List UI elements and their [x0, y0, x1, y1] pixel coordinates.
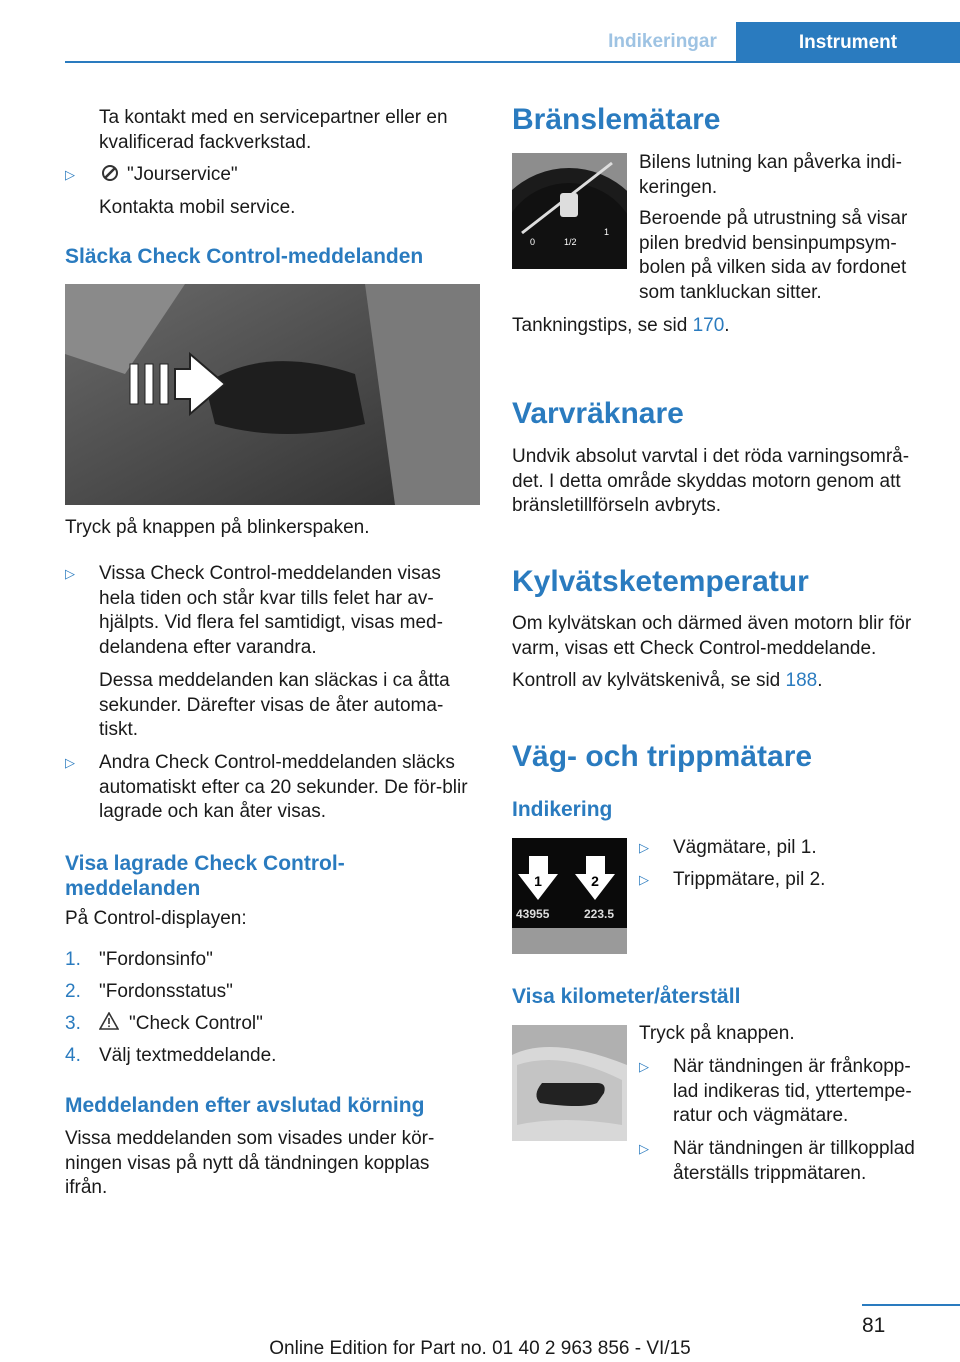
heading-odometer: Väg- och trippmätare	[512, 740, 813, 773]
jourservice-item	[65, 163, 480, 191]
bullet-triangle-icon: ▷	[65, 566, 75, 581]
odo-bullet-1-text: Vägmätare, pil 1.	[673, 837, 817, 858]
footer-rule	[862, 1304, 960, 1306]
step-text: "Fordonsstatus"	[99, 981, 233, 1002]
warning-triangle-icon	[99, 1012, 129, 1038]
reset-button-photo	[512, 1025, 627, 1141]
bullet-2	[65, 751, 480, 825]
press-caption: Tryck på knappen på blinkerspaken.	[65, 517, 370, 538]
bullet-triangle-icon: ▷	[639, 872, 649, 887]
heading-fuel-gauge: Bränslemätare	[512, 103, 721, 136]
fuel-paragraph-2	[512, 207, 927, 305]
on-display-text: På Control-displayen:	[65, 908, 247, 929]
tank-tips: Tankningstips, se sid 170.	[512, 315, 730, 336]
gauge-label-half: 1/2	[564, 237, 577, 247]
reset-text: Tryck på knappen.	[639, 1023, 795, 1044]
header-rule	[65, 61, 960, 63]
reset-bullet-2-text: När tändningen är tillkopplad återställs trippmätaren.	[673, 1138, 915, 1184]
coolant-text: Om kylvätskan och därmed även motorn blir för varm, visas ett Check Control-meddelande.	[512, 613, 912, 659]
step-number: 3.	[65, 1013, 81, 1034]
heading-clear-messages: Släcka Check Control-meddelanden	[65, 245, 424, 268]
header-tab-indikeringar: Indikeringar	[608, 31, 717, 52]
step-text: "Check Control"	[129, 1013, 263, 1034]
footer-edition: Online Edition for Part no. 01 40 2 963 856 - VI/15	[269, 1338, 691, 1359]
header-tab-instrument: Instrument	[736, 22, 960, 63]
step-number: 1.	[65, 949, 81, 970]
bullet-triangle-icon: ▷	[65, 755, 75, 770]
tripmeter-value: 223.5	[584, 907, 615, 921]
reset-bullet-1	[639, 1055, 939, 1129]
heading-coolant: Kylvätsketemperatur	[512, 565, 809, 598]
jourservice-text: Kontakta mobil service.	[99, 197, 296, 218]
odo-bullet-1	[639, 836, 939, 861]
turn-signal-lever-photo	[65, 284, 480, 505]
odometer-photo	[512, 838, 627, 954]
bullet-1-subtext: Dessa meddelanden kan släckas i ca åtta sekunder. Därefter visas de åter automa-tiskt.	[99, 670, 450, 740]
gauge-label-one: 1	[604, 227, 610, 237]
coolant-page-link[interactable]: 188	[785, 670, 818, 691]
heading-tachometer: Varvräknare	[512, 397, 684, 430]
heading-show-reset: Visa kilometer/återställ	[512, 985, 741, 1008]
step-1	[65, 948, 213, 973]
float-spacer	[512, 207, 639, 281]
heading-after-driving: Meddelanden efter avslutad körning	[65, 1094, 425, 1117]
step-3	[65, 1012, 263, 1038]
coolant-check: Kontroll av kylvätskenivå, se sid 188.	[512, 670, 823, 691]
step-text: Välj textmeddelande.	[99, 1045, 277, 1066]
odo-bullet-2-text: Trippmätare, pil 2.	[673, 869, 826, 890]
reset-bullet-1-text: När tändningen är frånkopp-lad indikeras tid, yttertempe-ratur och vägmätare.	[673, 1056, 912, 1126]
page-number: 81	[862, 1314, 886, 1337]
odo-bullet-2	[639, 868, 939, 893]
arrow-2-label: 2	[591, 873, 599, 889]
fuel-paragraph-2-text: Beroende på utrustning så visar pilen bredvid bensinpumpsym-bolen på vilken sida av fordonet som tankluckan sitter.	[639, 208, 908, 303]
bullet-1	[65, 562, 480, 660]
bullet-1-text: Vissa Check Control-meddelanden visas hela tiden och står kvar tills felet har av-hjälpts. Vid flera fel samtidigt, visas med-delandena efter varandra.	[99, 563, 443, 658]
fuel-paragraph-1: Bilens lutning kan påverka indi-keringen.	[639, 152, 902, 198]
bullet-triangle-icon: ▷	[639, 1141, 649, 1156]
odometer-value: 43955	[516, 907, 550, 921]
contact-paragraph: Ta kontakt med en servicepartner eller en kvalificerad fackverkstad.	[99, 107, 448, 153]
step-number: 2.	[65, 981, 81, 1002]
step-2	[65, 980, 233, 1005]
wrench-phone-icon	[99, 163, 127, 191]
heading-indication: Indikering	[512, 798, 613, 821]
after-driving-text: Vissa meddelanden som visades under kör-ningen visas på nytt då tändningen kopplas ifrån.	[65, 1128, 435, 1198]
step-text: "Fordonsinfo"	[99, 949, 213, 970]
bullet-triangle-icon: ▷	[639, 840, 649, 855]
arrow-1-label: 1	[534, 873, 542, 889]
tank-tips-text: Tankningstips, se sid	[512, 315, 693, 336]
gauge-label-zero: 0	[530, 237, 536, 247]
reset-bullet-2	[639, 1137, 939, 1186]
bullet-triangle-icon: ▷	[65, 167, 75, 182]
step-4	[65, 1044, 276, 1069]
coolant-check-text: Kontroll av kylvätskenivå, se sid	[512, 670, 786, 691]
tachometer-text: Undvik absolut varvtal i det röda varningsområ-det. I detta område skyddas motorn genom att bränsletillförseln avbryts.	[512, 446, 910, 516]
heading-show-stored: Visa lagrade Check Control-meddelanden	[65, 852, 345, 900]
jourservice-label: "Jourservice"	[127, 164, 238, 185]
bullet-triangle-icon: ▷	[639, 1059, 649, 1074]
tank-tips-page-link[interactable]: 170	[692, 315, 725, 336]
step-number: 4.	[65, 1045, 81, 1066]
bullet-2-text: Andra Check Control-meddelanden släcks automatiskt efter ca 20 sekunder. De för-blir lagrade och kan åter visas.	[99, 752, 468, 822]
